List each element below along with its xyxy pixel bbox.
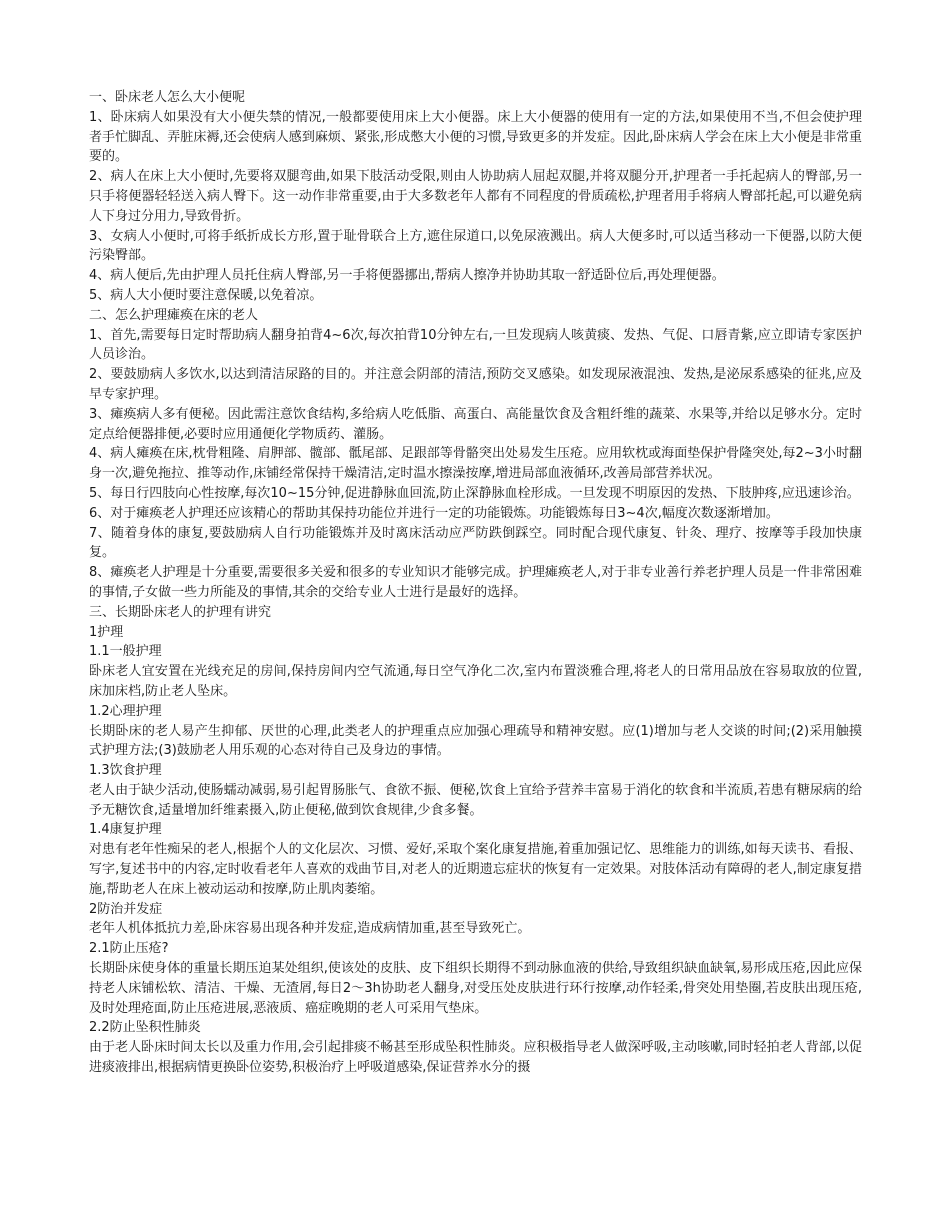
paragraph: 5、每日行四肢向心性按摩,每次10~15分钟,促进静脉血回流,防止深静脉血栓形成。一旦发现不明原因的发热、下肢肿疼,应迅速诊治。 — [89, 485, 860, 501]
section-heading-2: 二、怎么护理瘫痪在床的老人 — [89, 307, 259, 323]
paragraph: 7、随着身体的康复,要鼓励病人自行功能锻炼并及时离床活动应严防跌倒踩空。同时配合现代康复、针灸、理疗、按摩等手段加快康复。 — [89, 525, 862, 561]
paragraph: 3、女病人小便时,可将手纸折成长方形,置于耻骨联合上方,遮住尿道口,以免尿液溅出。病人大便多时,可以适当移动一下便器,以防大便污染臀部。 — [89, 228, 862, 264]
paragraph: 2、病人在床上大小便时,先要将双腿弯曲,如果下肢活动受限,则由人协助病人屈起双腿,并将双腿分开,护理者一手托起病人的臀部,另一只手将便器轻轻送入病人臀下。这一动作非常重要,由于大多数老年人都有不同程度的骨质疏松,护理者用手将病人臀部托起,可以避免病人下身过分用力,导致骨折。 — [89, 169, 862, 224]
section-heading-3: 三、长期卧床老人的护理有讲究 — [89, 604, 272, 620]
paragraph: 6、对于瘫痪老人护理还应该精心的帮助其保持功能位并进行一定的功能锻炼。功能锻炼每日3~4次,幅度次数逐渐增加。 — [89, 505, 779, 521]
subheading: 1护理 — [89, 624, 124, 640]
paragraph: 2、要鼓励病人多饮水,以达到清洁尿路的目的。并注意会阴部的清洁,预防交叉感染。如发现尿液混浊、发热,是泌尿系感染的征兆,应及早专家护理。 — [89, 367, 862, 402]
paragraph: 卧床老人宜安置在光线充足的房间,保持房间内空气流通,每日空气净化二次,室内布置淡雅合理,将老人的日常用品放在容易取放的位置,床加床档,防止老人坠床。 — [89, 664, 862, 699]
paragraph: 长期卧床使身体的重量长期压迫某处组织,使该处的皮肤、皮下组织长期得不到动脉血液的供给,导致组织缺血缺氧,易形成压疮,因此应保持老人床铺松软、清洁、干燥、无渣屑,每日2～3h协助老人翻身,对受压处皮肤进行环行按摩,动作轻柔,骨突处用垫圈,若皮肤出现压疮,及时处理疮面,防止压疮进展,恶液质、癌症晚期的老人可采用气垫床。 — [89, 961, 862, 1016]
paragraph: 4、病人便后,先由护理人员托住病人臀部,另一手将便器挪出,帮病人擦净并协助其取一舒适卧位后,再处理便器。 — [89, 268, 725, 284]
paragraph: 4、病人瘫痪在床,枕骨粗隆、肩胛部、髋部、骶尾部、足跟部等骨骼突出处易发生压疮。应用软枕或海面垫保护骨隆突处,每2~3小时翻身一次,避免拖拉、推等动作,床铺经常保持干燥清洁,定时温水擦澡按摩,增进局部血液循环,改善局部营养状况。 — [89, 446, 862, 482]
paragraph: 1、卧床病人如果没有大小便失禁的情况,一般都要使用床上大小便器。床上大小便器的使用有一定的方法,如果使用不当,不但会使护理者手忙脚乱、弄脏床褥,还会使病人感到麻烦、紧张,形成憋大小便的习惯,导致更多的并发症。因此,卧床病人学会在床上大小便是非常重要的。 — [89, 109, 862, 165]
paragraph: 1、首先,需要每日定时帮助病人翻身拍背4~6次,每次拍背10分钟左右,一旦发现病人咳黄痰、发热、气促、口唇青紫,应立即请专家医护人员诊治。 — [89, 327, 862, 363]
subheading: 1.4康复护理 — [89, 822, 162, 838]
subheading: 1.2心理护理 — [89, 703, 162, 719]
subheading: 2.1防止压疮? — [89, 941, 169, 957]
subheading: 1.1一般护理 — [89, 644, 162, 660]
subheading: 1.3饮食护理 — [89, 763, 162, 779]
paragraph: 长期卧床的老人易产生抑郁、厌世的心理,此类老人的护理重点应加强心理疏导和精神安慰。应(1)增加与老人交谈的时间;(2)采用触摸式护理方法;(3)鼓励老人用乐观的心态对待自己及身边的事情。 — [89, 723, 862, 759]
paragraph: 老人由于缺少活动,使肠蠕动减弱,易引起胃肠胀气、食欲不振、便秘,饮食上宜给予营养丰富易于消化的软食和半流质,若患有糖尿病的给予无糖饮食,适量增加纤维素摄入,防止便秘,做到饮食规律,少食多餐。 — [89, 782, 862, 818]
paragraph: 老年人机体抵抗力差,卧床容易出现各种并发症,造成病情加重,甚至导致死亡。 — [89, 921, 531, 937]
paragraph: 5、病人大小便时要注意保暖,以免着凉。 — [89, 287, 323, 303]
paragraph: 3、瘫痪病人多有便秘。因此需注意饮食结构,多给病人吃低脂、高蛋白、高能量饮食及含粗纤维的蔬菜、水果等,并给以足够水分。定时定点给便器排便,必要时应用通便化学物质药、灌肠。 — [89, 406, 862, 442]
subheading: 2.2防止坠积性肺炎 — [89, 1020, 201, 1036]
subheading: 2防治并发症 — [89, 901, 163, 917]
paragraph: 8、瘫痪老人护理是十分重要,需要很多关爱和很多的专业知识才能够完成。护理瘫痪老人,对于非专业善行养老护理人员是一件非常困难的事情,子女做一些力所能及的事情,其余的交给专业人士进行是最好的选择。 — [89, 565, 862, 600]
section-heading-1: 一、卧床老人怎么大小便呢 — [89, 90, 246, 105]
paragraph: 由于老人卧床时间太长以及重力作用,会引起排痰不畅甚至形成坠积性肺炎。应积极指导老人做深呼吸,主动咳嗽,同时轻拍老人背部,以促进痰液排出,根据病情更换卧位姿势,积极治疗上呼吸道感染,保证营养水分的摄 — [89, 1040, 862, 1076]
paragraph: 对患有老年性痴呆的老人,根据个人的文化层次、习惯、爱好,采取个案化康复措施,着重加强记忆、思维能力的训练,如每天读书、看报、写字,复述书中的内容,定时收看老年人喜欢的戏曲节目,对老人的近期遗忘症状的恢复有一定效果。对肢体活动有障碍的老人,制定康复措施,帮助老人在床上被动运动和按摩,防止肌肉萎缩。 — [89, 842, 862, 897]
